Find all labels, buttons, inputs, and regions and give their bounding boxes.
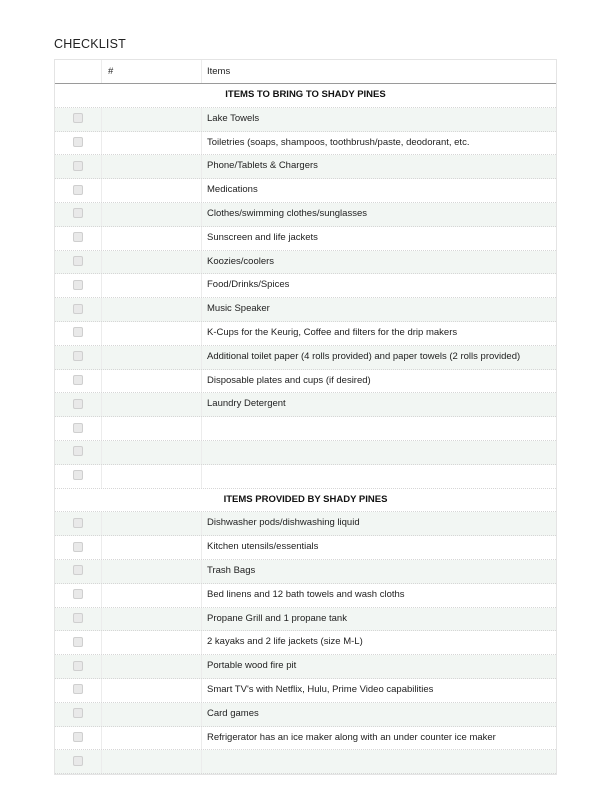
item-checkbox[interactable] — [73, 327, 83, 337]
number-cell — [102, 584, 202, 607]
checkbox-cell — [55, 370, 102, 393]
checklist-row — [55, 441, 556, 465]
item-checkbox[interactable] — [73, 113, 83, 123]
item-checkbox[interactable] — [73, 708, 83, 718]
item-text: K-Cups for the Keurig, Coffee and filters for the drip makers — [207, 326, 458, 338]
number-column-header: # — [102, 60, 202, 83]
checkbox-cell — [55, 560, 102, 583]
checklist-row — [55, 132, 556, 156]
item-checkbox[interactable] — [73, 351, 83, 361]
item-checkbox[interactable] — [73, 232, 83, 242]
checkbox-cell — [55, 536, 102, 559]
item-text: Bed linens and 12 bath towels and wash cloths — [207, 588, 405, 600]
number-cell — [102, 251, 202, 274]
items-column-header: Items — [207, 66, 231, 77]
item-text: Card games — [207, 707, 259, 719]
table-header — [55, 60, 556, 84]
number-cell — [102, 298, 202, 321]
item-checkbox[interactable] — [73, 613, 83, 623]
checklist-row — [55, 631, 556, 655]
item-text: Phone/Tablets & Chargers — [207, 160, 318, 172]
checkbox-cell — [55, 227, 102, 250]
checkbox-cell — [55, 108, 102, 131]
item-checkbox[interactable] — [73, 565, 83, 575]
checkbox-cell — [55, 631, 102, 654]
checkbox-cell — [55, 417, 102, 440]
item-checkbox[interactable] — [73, 732, 83, 742]
number-cell — [102, 727, 202, 750]
checkbox-cell — [55, 251, 102, 274]
checklist-row — [55, 393, 556, 417]
checklist-row — [55, 512, 556, 536]
checklist-row — [55, 608, 556, 632]
item-checkbox[interactable] — [73, 280, 83, 290]
checklist-row — [55, 322, 556, 346]
number-cell — [102, 132, 202, 155]
item-checkbox[interactable] — [73, 161, 83, 171]
number-cell — [102, 417, 202, 440]
item-checkbox[interactable] — [73, 589, 83, 599]
item-text: Additional toilet paper (4 rolls provided) and paper towels (2 rolls provided) — [207, 350, 521, 362]
checkbox-cell — [55, 703, 102, 726]
checkbox-cell — [55, 155, 102, 178]
checklist-row — [55, 703, 556, 727]
checkbox-cell — [55, 346, 102, 369]
item-checkbox[interactable] — [73, 756, 83, 766]
number-cell — [102, 512, 202, 535]
number-cell — [102, 108, 202, 131]
item-checkbox[interactable] — [73, 185, 83, 195]
item-text: Disposable plates and cups (if desired) — [207, 374, 371, 386]
item-text: Kitchen utensils/essentials — [207, 541, 319, 553]
checklist-row — [55, 465, 556, 489]
checklist-row — [55, 298, 556, 322]
page-title: CHECKLIST — [54, 37, 126, 51]
checklist-table — [54, 59, 557, 775]
item-checkbox[interactable] — [73, 208, 83, 218]
number-cell — [102, 631, 202, 654]
checkbox-cell — [55, 750, 102, 773]
checklist-row — [55, 251, 556, 275]
checkbox-cell — [55, 298, 102, 321]
checklist-row — [55, 155, 556, 179]
number-cell — [102, 274, 202, 297]
checklist-row — [55, 727, 556, 751]
checklist-row — [55, 584, 556, 608]
number-cell — [102, 393, 202, 416]
checkbox-cell — [55, 132, 102, 155]
item-text: Koozies/coolers — [207, 255, 275, 267]
section-heading: ITEMS PROVIDED BY SHADY PINES — [55, 489, 556, 513]
item-checkbox[interactable] — [73, 446, 83, 456]
checkbox-cell — [55, 274, 102, 297]
number-cell — [102, 179, 202, 202]
item-checkbox[interactable] — [73, 304, 83, 314]
number-cell — [102, 346, 202, 369]
checkbox-cell — [55, 203, 102, 226]
item-checkbox[interactable] — [73, 470, 83, 480]
item-checkbox[interactable] — [73, 661, 83, 671]
item-text: Food/Drinks/Spices — [207, 279, 290, 291]
item-text: Sunscreen and life jackets — [207, 231, 318, 243]
item-checkbox[interactable] — [73, 637, 83, 647]
number-cell — [102, 560, 202, 583]
checklist-row — [55, 560, 556, 584]
checkbox-cell — [55, 393, 102, 416]
number-cell — [102, 655, 202, 678]
item-text: Smart TV's with Netflix, Hulu, Prime Video capabilities — [207, 683, 434, 695]
checklist-row — [55, 108, 556, 132]
section-heading: ITEMS TO BRING TO SHADY PINES — [55, 84, 556, 108]
checkbox-cell — [55, 679, 102, 702]
checklist-row — [55, 346, 556, 370]
number-cell — [102, 750, 202, 773]
item-text — [202, 465, 556, 488]
number-cell — [102, 465, 202, 488]
item-text: Dishwasher pods/dishwashing liquid — [207, 517, 360, 529]
item-text — [202, 417, 556, 440]
item-checkbox[interactable] — [73, 518, 83, 528]
checkbox-cell — [55, 655, 102, 678]
item-text: Propane Grill and 1 propane tank — [207, 612, 347, 624]
checkbox-cell — [55, 608, 102, 631]
checklist-row — [55, 536, 556, 560]
checkbox-column-header — [55, 60, 102, 83]
checkbox-cell — [55, 727, 102, 750]
checklist-row — [55, 203, 556, 227]
item-checkbox[interactable] — [73, 375, 83, 385]
number-cell — [102, 227, 202, 250]
table-body — [55, 84, 556, 774]
item-checkbox[interactable] — [73, 399, 83, 409]
checklist-row — [55, 274, 556, 298]
item-checkbox[interactable] — [73, 137, 83, 147]
number-cell — [102, 536, 202, 559]
item-text: Lake Towels — [207, 112, 260, 124]
item-checkbox[interactable] — [73, 423, 83, 433]
item-text: Medications — [207, 184, 258, 196]
item-checkbox[interactable] — [73, 684, 83, 694]
number-cell — [102, 155, 202, 178]
checkbox-cell — [55, 179, 102, 202]
checkbox-cell — [55, 512, 102, 535]
item-text — [202, 441, 556, 464]
item-text: Portable wood fire pit — [207, 660, 297, 672]
number-cell — [102, 322, 202, 345]
number-cell — [102, 370, 202, 393]
item-text: Refrigerator has an ice maker along with an under counter ice maker — [207, 731, 496, 743]
item-text — [202, 750, 556, 773]
item-text: Music Speaker — [207, 303, 270, 315]
item-checkbox[interactable] — [73, 542, 83, 552]
checklist-row — [55, 370, 556, 394]
number-cell — [102, 441, 202, 464]
checklist-row — [55, 655, 556, 679]
checkbox-cell — [55, 465, 102, 488]
checklist-row — [55, 179, 556, 203]
item-checkbox[interactable] — [73, 256, 83, 266]
checkbox-cell — [55, 584, 102, 607]
number-cell — [102, 679, 202, 702]
item-text: Trash Bags — [207, 564, 256, 576]
checklist-row — [55, 227, 556, 251]
item-text: 2 kayaks and 2 life jackets (size M-L) — [207, 636, 363, 648]
item-text: Clothes/swimming clothes/sunglasses — [207, 207, 367, 219]
item-text: Toiletries (soaps, shampoos, toothbrush/paste, deodorant, etc. — [207, 136, 470, 148]
item-text: Laundry Detergent — [207, 398, 286, 410]
checklist-row — [55, 679, 556, 703]
checklist-row — [55, 750, 556, 774]
number-cell — [102, 703, 202, 726]
checkbox-cell — [55, 441, 102, 464]
number-cell — [102, 203, 202, 226]
number-cell — [102, 608, 202, 631]
checkbox-cell — [55, 322, 102, 345]
checklist-row — [55, 417, 556, 441]
